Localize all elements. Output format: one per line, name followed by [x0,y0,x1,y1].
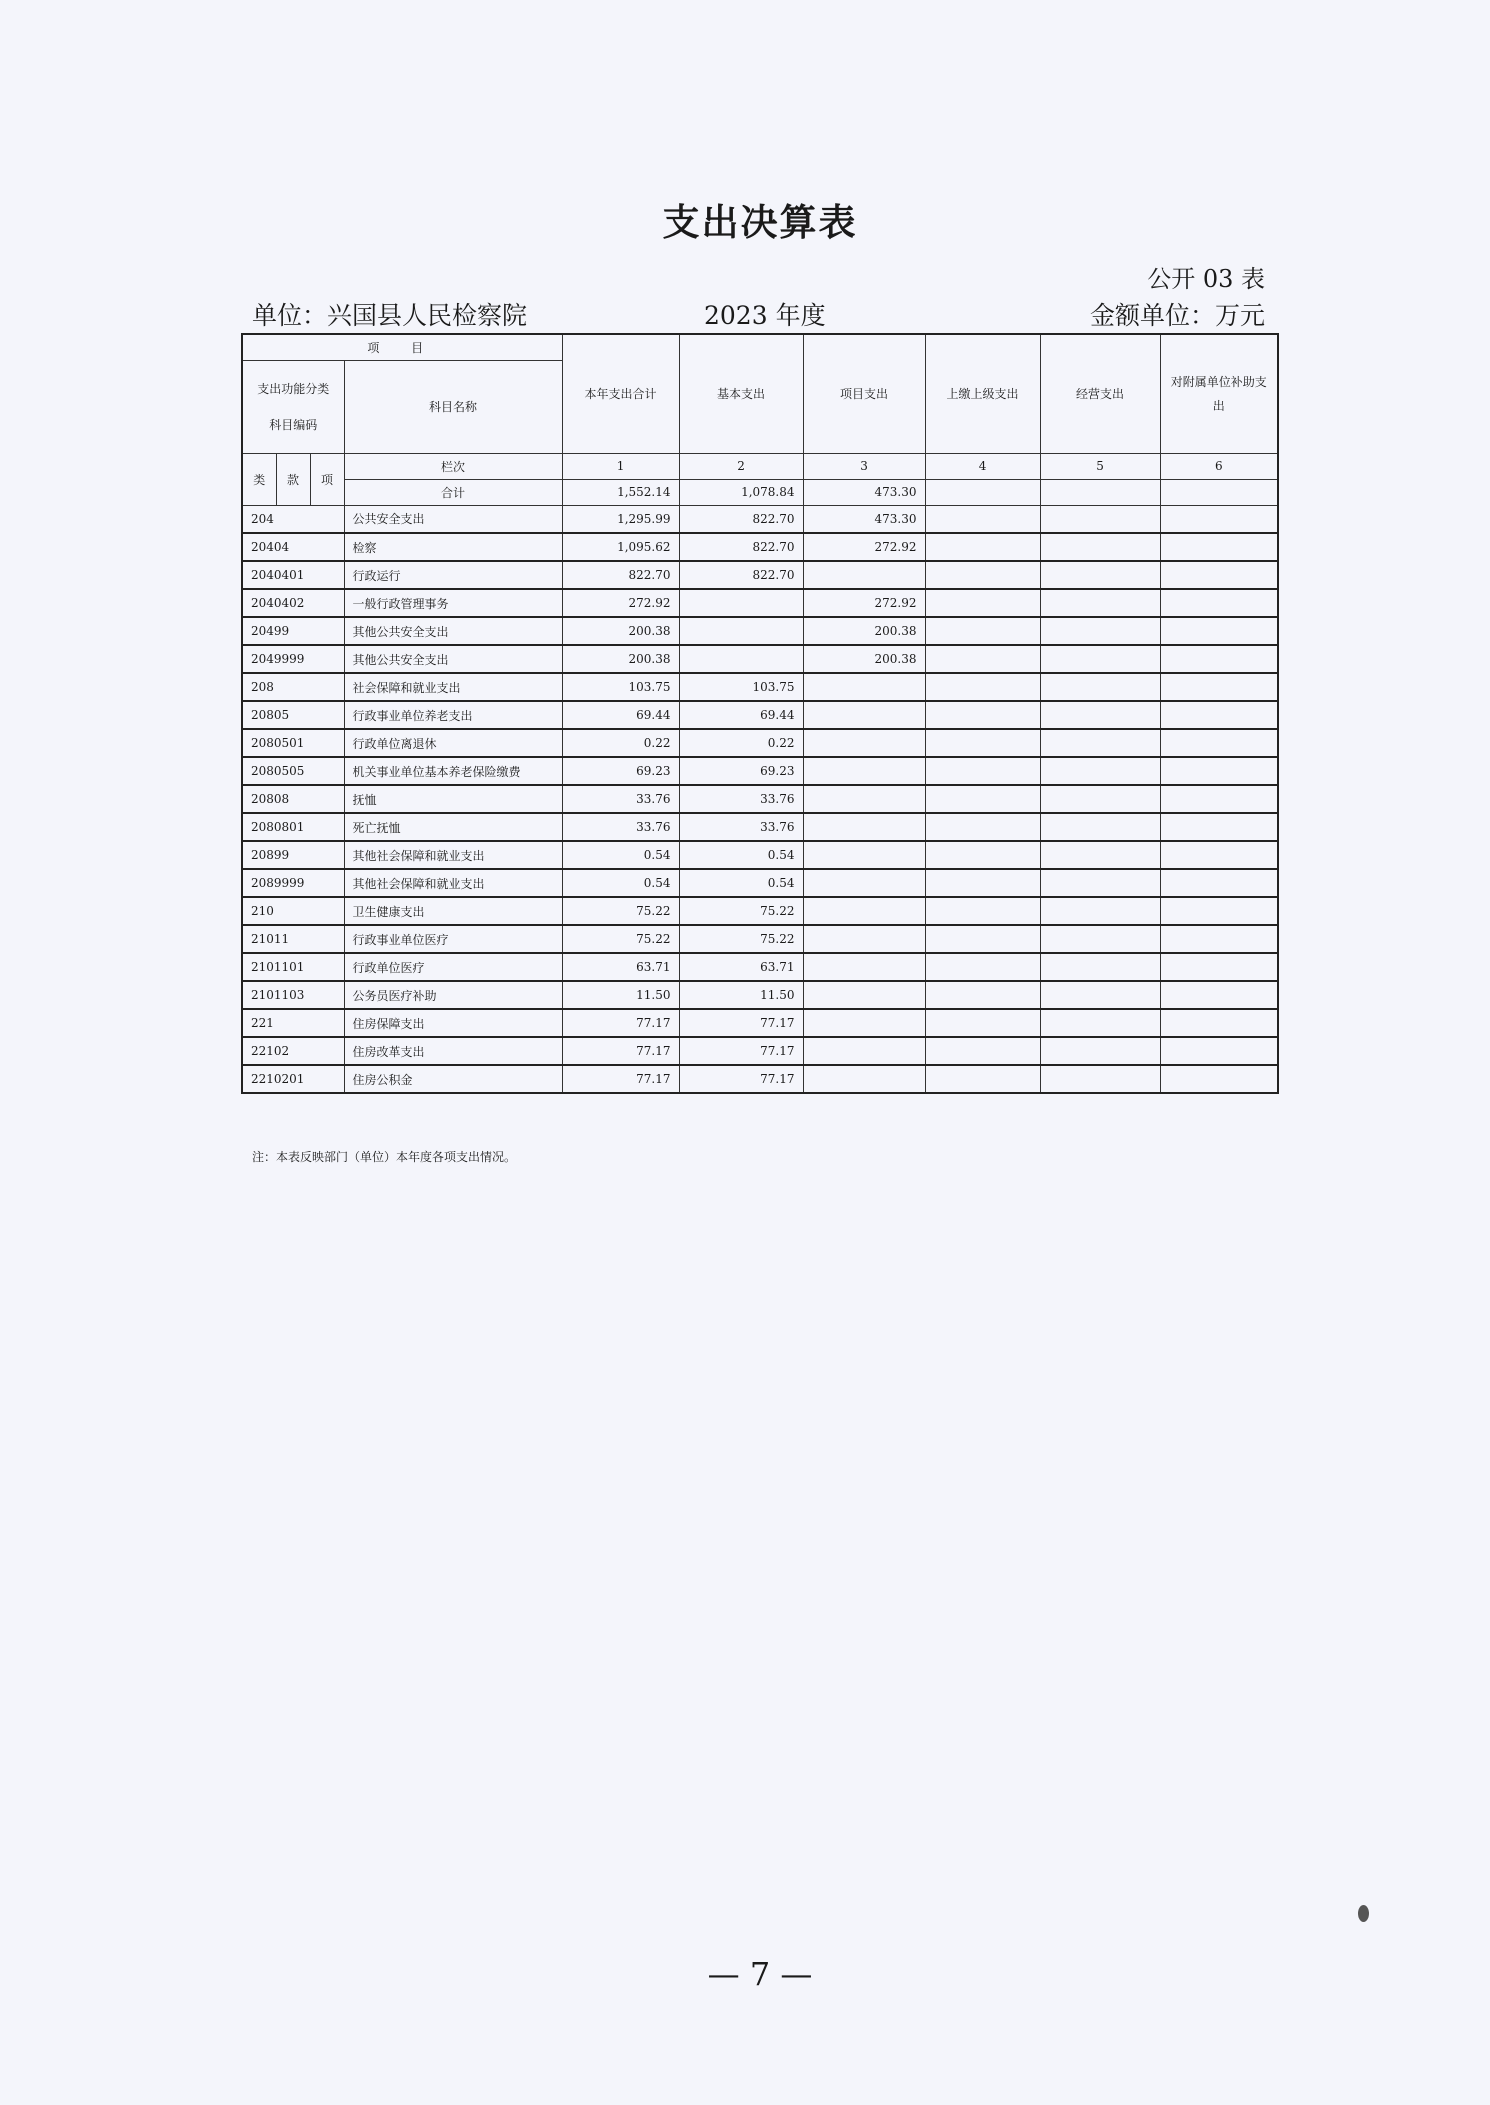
header-basic: 基本支出 [679,334,803,453]
row-code: 21011 [242,925,344,953]
row-upper [925,757,1040,785]
row-subsidiary [1160,561,1278,589]
column-no-4: 4 [925,453,1040,479]
row-business [1040,841,1160,869]
row-business [1040,729,1160,757]
row-basic: 77.17 [679,1037,803,1065]
row-subsidiary [1160,617,1278,645]
row-total: 77.17 [562,1037,679,1065]
column-no-5: 5 [1040,453,1160,479]
sum-project: 473.30 [803,479,925,505]
row-name: 抚恤 [344,785,562,813]
row-project [803,869,925,897]
row-business [1040,897,1160,925]
row-business [1040,925,1160,953]
table-row [242,785,1278,813]
row-subsidiary [1160,785,1278,813]
row-code: 20899 [242,841,344,869]
row-name: 住房改革支出 [344,1037,562,1065]
table-row [242,813,1278,841]
row-project: 272.92 [803,589,925,617]
row-code: 204 [242,505,344,533]
row-basic: 33.76 [679,813,803,841]
row-project [803,1009,925,1037]
table-row [242,953,1278,981]
row-code: 20808 [242,785,344,813]
table-row [242,869,1278,897]
row-upper [925,617,1040,645]
row-subsidiary [1160,673,1278,701]
row-subsidiary [1160,841,1278,869]
header-xiang: 项 [310,453,344,505]
column-no-2: 2 [679,453,803,479]
row-total: 11.50 [562,981,679,1009]
sum-basic: 1,078.84 [679,479,803,505]
row-upper [925,561,1040,589]
header-func-code-line1: 支出功能分类 [257,381,330,396]
row-basic: 69.44 [679,701,803,729]
sum-upper [925,479,1040,505]
row-upper [925,869,1040,897]
row-upper [925,505,1040,533]
row-project [803,953,925,981]
table-row [242,925,1278,953]
row-project [803,813,925,841]
row-basic: 0.54 [679,869,803,897]
row-project [803,841,925,869]
row-business [1040,561,1160,589]
row-subsidiary [1160,981,1278,1009]
row-project: 272.92 [803,533,925,561]
row-code: 20404 [242,533,344,561]
row-total: 822.70 [562,561,679,589]
row-total: 69.44 [562,701,679,729]
row-business [1040,589,1160,617]
row-subsidiary [1160,1037,1278,1065]
row-total: 103.75 [562,673,679,701]
row-name: 机关事业单位基本养老保险缴费 [344,757,562,785]
row-basic: 822.70 [679,561,803,589]
row-business [1040,869,1160,897]
table-row [242,561,1278,589]
row-code: 2080501 [242,729,344,757]
row-basic: 0.22 [679,729,803,757]
row-total: 33.76 [562,813,679,841]
header-func-code-line2: 科目编码 [269,417,318,432]
row-upper [925,589,1040,617]
row-total: 1,295.99 [562,505,679,533]
row-project: 200.38 [803,645,925,673]
table-row [242,897,1278,925]
row-business [1040,645,1160,673]
row-business [1040,981,1160,1009]
row-name: 社会保障和就业支出 [344,673,562,701]
row-upper [925,785,1040,813]
row-code: 20805 [242,701,344,729]
header-row-project [242,334,1278,360]
row-basic [679,589,803,617]
row-code: 2049999 [242,645,344,673]
row-project [803,757,925,785]
row-code: 2101103 [242,981,344,1009]
amount-unit: 金额单位：万元 [1089,301,1265,330]
sum-business [1040,479,1160,505]
row-name: 检察 [344,533,562,561]
page-title: 支出决算表 [662,200,858,244]
row-subsidiary [1160,897,1278,925]
row-upper [925,1065,1040,1093]
sum-total: 1,552.14 [562,479,679,505]
row-basic: 822.70 [679,533,803,561]
row-code: 2101101 [242,953,344,981]
table-row [242,673,1278,701]
row-total: 200.38 [562,617,679,645]
sum-row [242,479,1278,505]
row-subsidiary [1160,1009,1278,1037]
row-upper [925,729,1040,757]
row-total: 1,095.62 [562,533,679,561]
row-upper [925,673,1040,701]
row-total: 0.22 [562,729,679,757]
table-row [242,1065,1278,1093]
reporting-unit: 单位：兴国县人民检察院 [252,301,528,330]
row-basic [679,645,803,673]
table-row [242,617,1278,645]
row-code: 2210201 [242,1065,344,1093]
row-business [1040,813,1160,841]
row-name: 其他社会保障和就业支出 [344,841,562,869]
table-row [242,645,1278,673]
row-name: 行政单位离退休 [344,729,562,757]
row-upper [925,841,1040,869]
row-project [803,701,925,729]
row-basic: 11.50 [679,981,803,1009]
table-note: 注：本表反映部门（单位）本年度各项支出情况。 [252,1150,517,1164]
table-row [242,1009,1278,1037]
row-subsidiary [1160,589,1278,617]
scan-mark [1358,1905,1369,1922]
header-business: 经营支出 [1040,334,1160,453]
row-name: 行政运行 [344,561,562,589]
row-name: 行政事业单位养老支出 [344,701,562,729]
row-total: 77.17 [562,1009,679,1037]
row-code: 2040401 [242,561,344,589]
table-row [242,1037,1278,1065]
row-total: 200.38 [562,645,679,673]
row-total: 63.71 [562,953,679,981]
row-upper [925,813,1040,841]
row-code: 2080505 [242,757,344,785]
row-business [1040,1009,1160,1037]
column-no-1: 1 [562,453,679,479]
column-no-6: 6 [1160,453,1278,479]
header-project-exp: 项目支出 [803,334,925,453]
row-name: 行政事业单位医疗 [344,925,562,953]
form-code: 公开 03 表 [1147,265,1265,293]
header-project: 项 目 [242,334,562,360]
row-subsidiary [1160,1065,1278,1093]
row-business [1040,701,1160,729]
row-upper [925,953,1040,981]
row-upper [925,645,1040,673]
row-code: 22102 [242,1037,344,1065]
row-total: 0.54 [562,869,679,897]
table-row [242,589,1278,617]
row-upper [925,897,1040,925]
row-project: 473.30 [803,505,925,533]
row-name: 其他社会保障和就业支出 [344,869,562,897]
row-business [1040,673,1160,701]
row-subsidiary [1160,505,1278,533]
row-code: 221 [242,1009,344,1037]
row-project [803,673,925,701]
header-kuan: 款 [276,453,310,505]
row-business [1040,1065,1160,1093]
row-business [1040,785,1160,813]
page-number: — 7 — [707,1955,813,1993]
row-code: 208 [242,673,344,701]
row-total: 0.54 [562,841,679,869]
row-project [803,897,925,925]
table-row [242,981,1278,1009]
row-project [803,981,925,1009]
row-business [1040,757,1160,785]
header-lei: 类 [242,453,276,505]
row-subsidiary [1160,813,1278,841]
row-total: 33.76 [562,785,679,813]
header-total: 本年支出合计 [562,334,679,453]
row-business [1040,505,1160,533]
row-name: 死亡抚恤 [344,813,562,841]
row-upper [925,925,1040,953]
row-subsidiary [1160,701,1278,729]
row-basic: 75.22 [679,897,803,925]
fiscal-year: 2023 年度 [704,301,826,330]
row-business [1040,953,1160,981]
row-subsidiary [1160,645,1278,673]
header-subsidiary: 对附属单位补助支出 [1160,334,1278,453]
header-func-code [242,360,344,453]
row-total: 75.22 [562,925,679,953]
header-subject-name: 科目名称 [344,360,562,453]
row-project: 200.38 [803,617,925,645]
row-name: 住房保障支出 [344,1009,562,1037]
row-subsidiary [1160,953,1278,981]
row-code: 20499 [242,617,344,645]
row-name: 其他公共安全支出 [344,617,562,645]
table-row [242,757,1278,785]
row-basic: 103.75 [679,673,803,701]
header-column-no: 栏次 [344,453,562,479]
row-total: 75.22 [562,897,679,925]
sum-label: 合计 [344,479,562,505]
row-name: 卫生健康支出 [344,897,562,925]
expenditure-table [241,333,1279,1094]
row-project [803,785,925,813]
row-code: 210 [242,897,344,925]
row-basic [679,617,803,645]
row-upper [925,701,1040,729]
row-project [803,925,925,953]
row-project [803,729,925,757]
table-row [242,533,1278,561]
table-row [242,729,1278,757]
row-basic: 77.17 [679,1065,803,1093]
row-name: 其他公共安全支出 [344,645,562,673]
row-basic: 77.17 [679,1009,803,1037]
table-row [242,841,1278,869]
row-name: 行政单位医疗 [344,953,562,981]
row-business [1040,1037,1160,1065]
row-project [803,1037,925,1065]
row-project [803,561,925,589]
sum-subsidiary [1160,479,1278,505]
row-subsidiary [1160,729,1278,757]
column-no-3: 3 [803,453,925,479]
row-upper [925,981,1040,1009]
row-code: 2080801 [242,813,344,841]
row-total: 272.92 [562,589,679,617]
row-total: 69.23 [562,757,679,785]
row-basic: 0.54 [679,841,803,869]
row-name: 公共安全支出 [344,505,562,533]
header-upper: 上缴上级支出 [925,334,1040,453]
row-basic: 822.70 [679,505,803,533]
row-subsidiary [1160,533,1278,561]
row-subsidiary [1160,869,1278,897]
row-upper [925,1009,1040,1037]
header-row-column-no [242,453,1278,479]
row-upper [925,533,1040,561]
row-subsidiary [1160,757,1278,785]
row-name: 公务员医疗补助 [344,981,562,1009]
row-project [803,1065,925,1093]
row-name: 一般行政管理事务 [344,589,562,617]
row-total: 77.17 [562,1065,679,1093]
table-row [242,505,1278,533]
row-upper [925,1037,1040,1065]
row-basic: 69.23 [679,757,803,785]
row-subsidiary [1160,925,1278,953]
row-code: 2089999 [242,869,344,897]
row-business [1040,617,1160,645]
table-row [242,701,1278,729]
row-business [1040,533,1160,561]
row-basic: 75.22 [679,925,803,953]
row-name: 住房公积金 [344,1065,562,1093]
row-basic: 63.71 [679,953,803,981]
row-basic: 33.76 [679,785,803,813]
row-code: 2040402 [242,589,344,617]
